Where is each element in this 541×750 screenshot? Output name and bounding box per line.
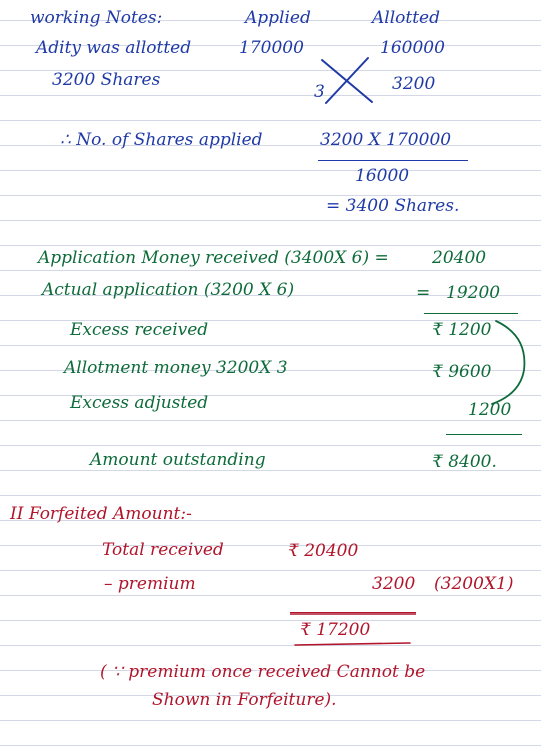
application-money-value: 20400	[432, 248, 487, 268]
total-received-value: ₹ 20400	[288, 541, 359, 561]
excess-received-value: ₹ 1200	[432, 320, 492, 340]
application-money-label: Application Money received (3400X 6) =	[38, 248, 389, 268]
premium-note-line2: Shown in Forfeiture).	[152, 690, 337, 710]
premium-label: – premium	[104, 574, 196, 594]
excess-adjusted-value: 1200	[468, 400, 512, 420]
allotted-row-label: Adity was allotted	[36, 38, 192, 58]
premium-note: (3200X1)	[434, 574, 514, 594]
working-notes-heading: working Notes:	[30, 8, 163, 28]
forfeited-heading: II Forfeited Amount:-	[10, 504, 192, 524]
excess-received-label: Excess received	[70, 320, 209, 340]
column-applied-header: Applied	[245, 8, 311, 28]
allotted-value-3200: 3200	[392, 74, 436, 94]
actual-application-equals: =	[416, 283, 431, 303]
allotment-money-label: Allotment money 3200X 3	[64, 358, 288, 378]
fraction-numerator: 3200 X 170000	[320, 130, 452, 150]
premium-note-line1: ( ∵ premium once received Cannot be	[100, 662, 426, 682]
total-received-label: Total received	[102, 540, 224, 560]
allotment-money-value: ₹ 9600	[432, 362, 492, 382]
shares-row-label: 3200 Shares	[52, 70, 161, 90]
column-allotted-header: Allotted	[372, 8, 440, 28]
shares-applied-label: ∴ No. of Shares applied	[60, 130, 263, 150]
cross-multiply-stroke-2	[326, 58, 368, 103]
fraction-denominator: 16000	[355, 166, 410, 186]
total-double-underline	[295, 643, 410, 645]
excess-bracket	[492, 321, 524, 404]
allotted-value-160000: 160000	[380, 38, 445, 58]
applied-value-3: 3	[314, 82, 325, 102]
forfeited-total: ₹ 17200	[300, 620, 371, 640]
amount-outstanding-label: Amount outstanding	[90, 450, 266, 470]
shares-applied-result: = 3400 Shares.	[326, 196, 460, 216]
amount-outstanding-value: ₹ 8400.	[432, 452, 497, 472]
premium-value: 3200	[372, 574, 416, 594]
excess-adjusted-label: Excess adjusted	[70, 393, 209, 413]
applied-value-170000: 170000	[239, 38, 304, 58]
actual-application-value: 19200	[446, 283, 501, 303]
actual-application-label: Actual application (3200 X 6)	[42, 280, 295, 300]
